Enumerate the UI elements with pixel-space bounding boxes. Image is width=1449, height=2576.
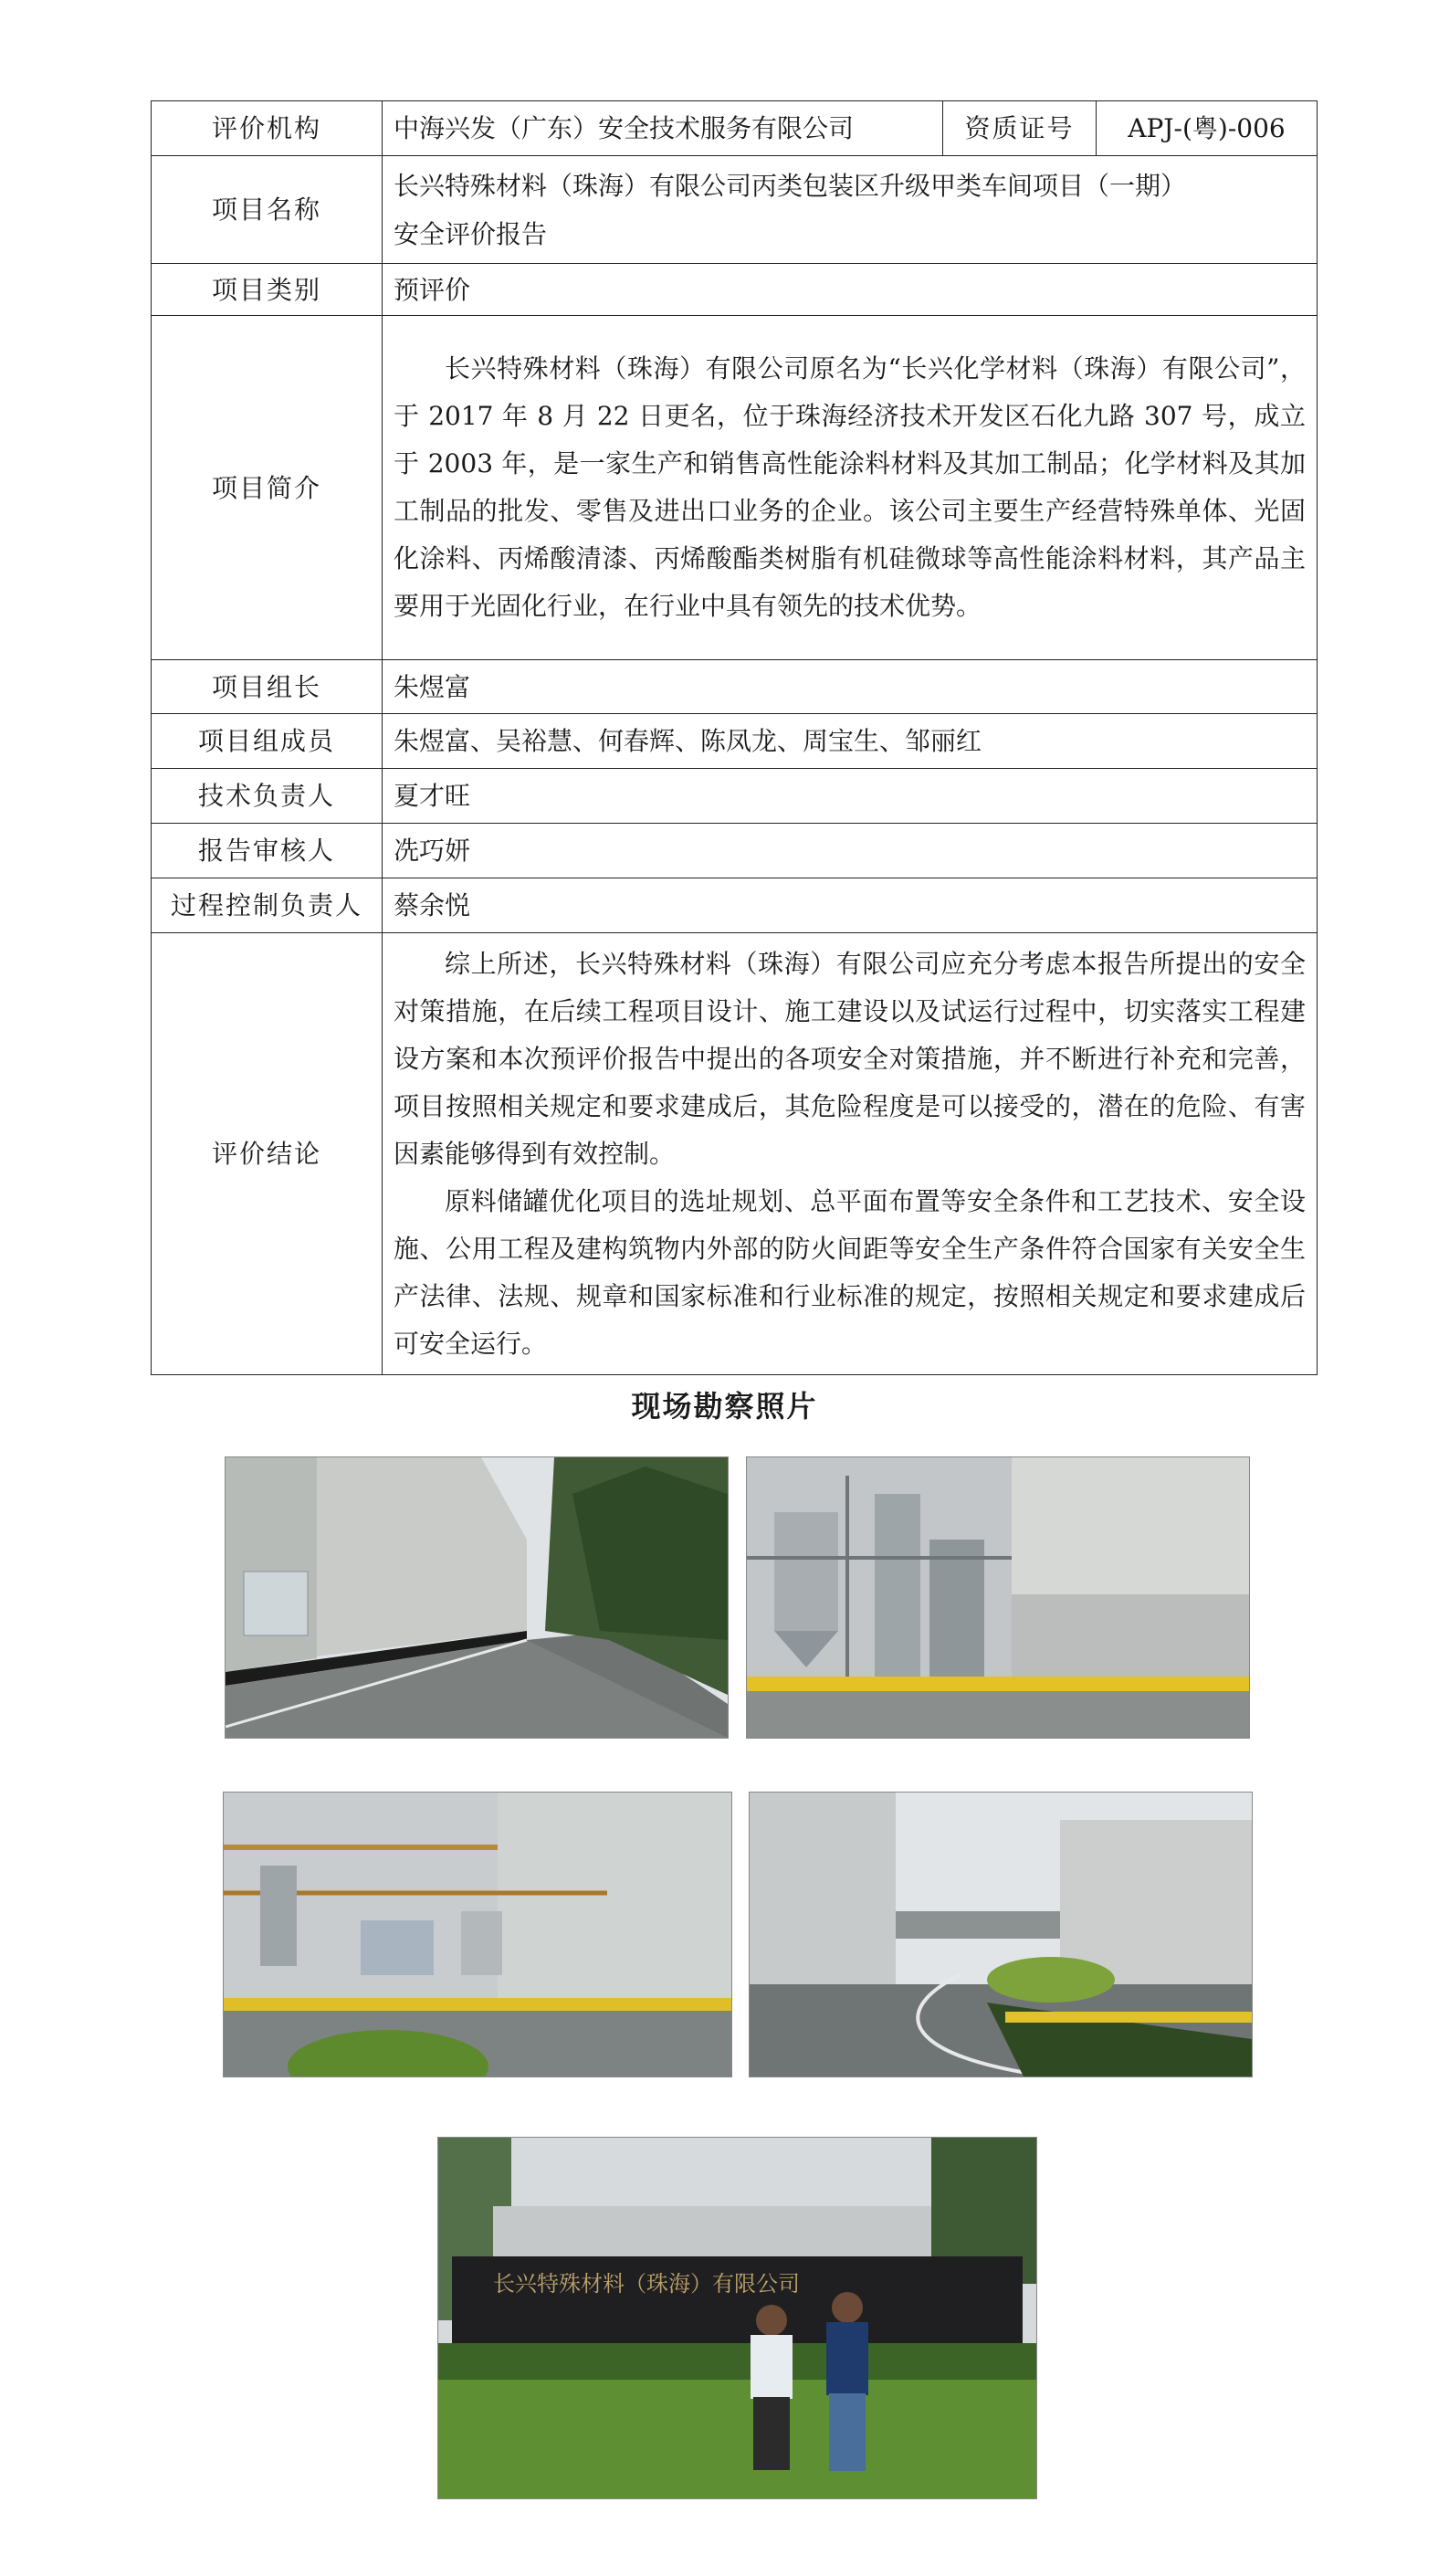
tech-label: 技术负责人 [152,769,383,824]
conclusion-p2: 原料储罐优化项目的选址规划、总平面布置等安全条件和工艺技术、安全设施、公用工程及建构筑物内外部的防火间距等安全生产条件符合国家有关安全生产法律、法规、规章和国家标准和行业标准的规定，按照相关规定和要求建成后可安全运行。 [394,1185,1306,1359]
name-line1: 长兴特殊材料（珠海）有限公司丙类包装区升级甲类车间项目（一期） [394,170,1187,201]
cert-label: 资质证号 [943,101,1097,156]
members-label: 项目组成员 [152,714,383,769]
type-label: 项目类别 [152,264,383,316]
type-value: 预评价 [383,264,1318,316]
site-photo-equipment [746,1456,1250,1739]
row-type [152,264,1318,316]
intro-label: 项目简介 [152,316,383,660]
name-label: 项目名称 [152,156,383,264]
members-value: 朱煜富、吴裕慧、何春辉、陈凤龙、周宝生、邹丽红 [383,714,1318,769]
intro-cell [383,316,1318,660]
conclusion-p1: 综上所述，长兴特殊材料（珠海）有限公司应充分考虑本报告所提出的安全对策措施，在后续工程项目设计、施工建设以及试运行过程中，切实落实工程建设方案和本次预评价报告中提出的各项安全对策措施，并不断进行补充和完善，项目按照相关规定和要求建成后，其危险程度是可以接受的，潜在的危险、有害因素能够得到有效控制。 [394,948,1306,1169]
review-label: 报告审核人 [152,824,383,878]
row-process [152,878,1318,933]
row-name [152,156,1318,264]
site-photo-road [225,1456,729,1739]
tech-value: 夏才旺 [383,769,1318,824]
site-photo-sign [437,2137,1037,2499]
process-label: 过程控制负责人 [152,878,383,933]
leader-value: 朱煜富 [383,660,1318,714]
conclusion-label: 评价结论 [152,933,383,1375]
site-photo-curve-road [749,1792,1253,2077]
org-label: 评价机构 [152,101,383,156]
row-org [152,101,1318,156]
cert-value: APJ-(粤)-006 [1097,101,1318,156]
intro-text: 长兴特殊材料（珠海）有限公司原名为“长兴化学材料（珠海）有限公司”，于 2017 年 8 月 22 日更名，位于珠海经济技术开发区石化九路 307 号，成立于 2003 年，是一家生产和销售高性能涂料材料及其加工制品；化学材料及其加工制品的批发、零售及进出口业务的企业。该公司主要生产经营特殊单体、光固化涂料、丙烯酸清漆、丙烯酸酯类树脂有机硅微球等高性能涂料材料，其产品主要用于光固化行业，在行业中具有领先的技术优势。 [394,353,1306,621]
site-photo-pipes [223,1792,732,2077]
review-value: 冼巧妍 [383,824,1318,878]
conclusion-cell [383,933,1318,1375]
row-conclusion [152,933,1318,1375]
leader-label: 项目组长 [152,660,383,714]
project-info-table [151,100,1318,1375]
process-value: 蔡余悦 [383,878,1318,933]
row-intro [152,316,1318,660]
row-tech [152,769,1318,824]
name-value [383,156,1318,264]
photos-title: 现场勘察照片 [631,1389,818,1424]
org-value: 中海兴发（广东）安全技术服务有限公司 [383,101,943,156]
row-leader [152,660,1318,714]
company-sign-text: 长兴特殊材料（珠海）有限公司 [493,2271,800,2297]
row-members [152,714,1318,769]
row-review [152,824,1318,878]
name-line2: 安全评价报告 [394,218,548,249]
